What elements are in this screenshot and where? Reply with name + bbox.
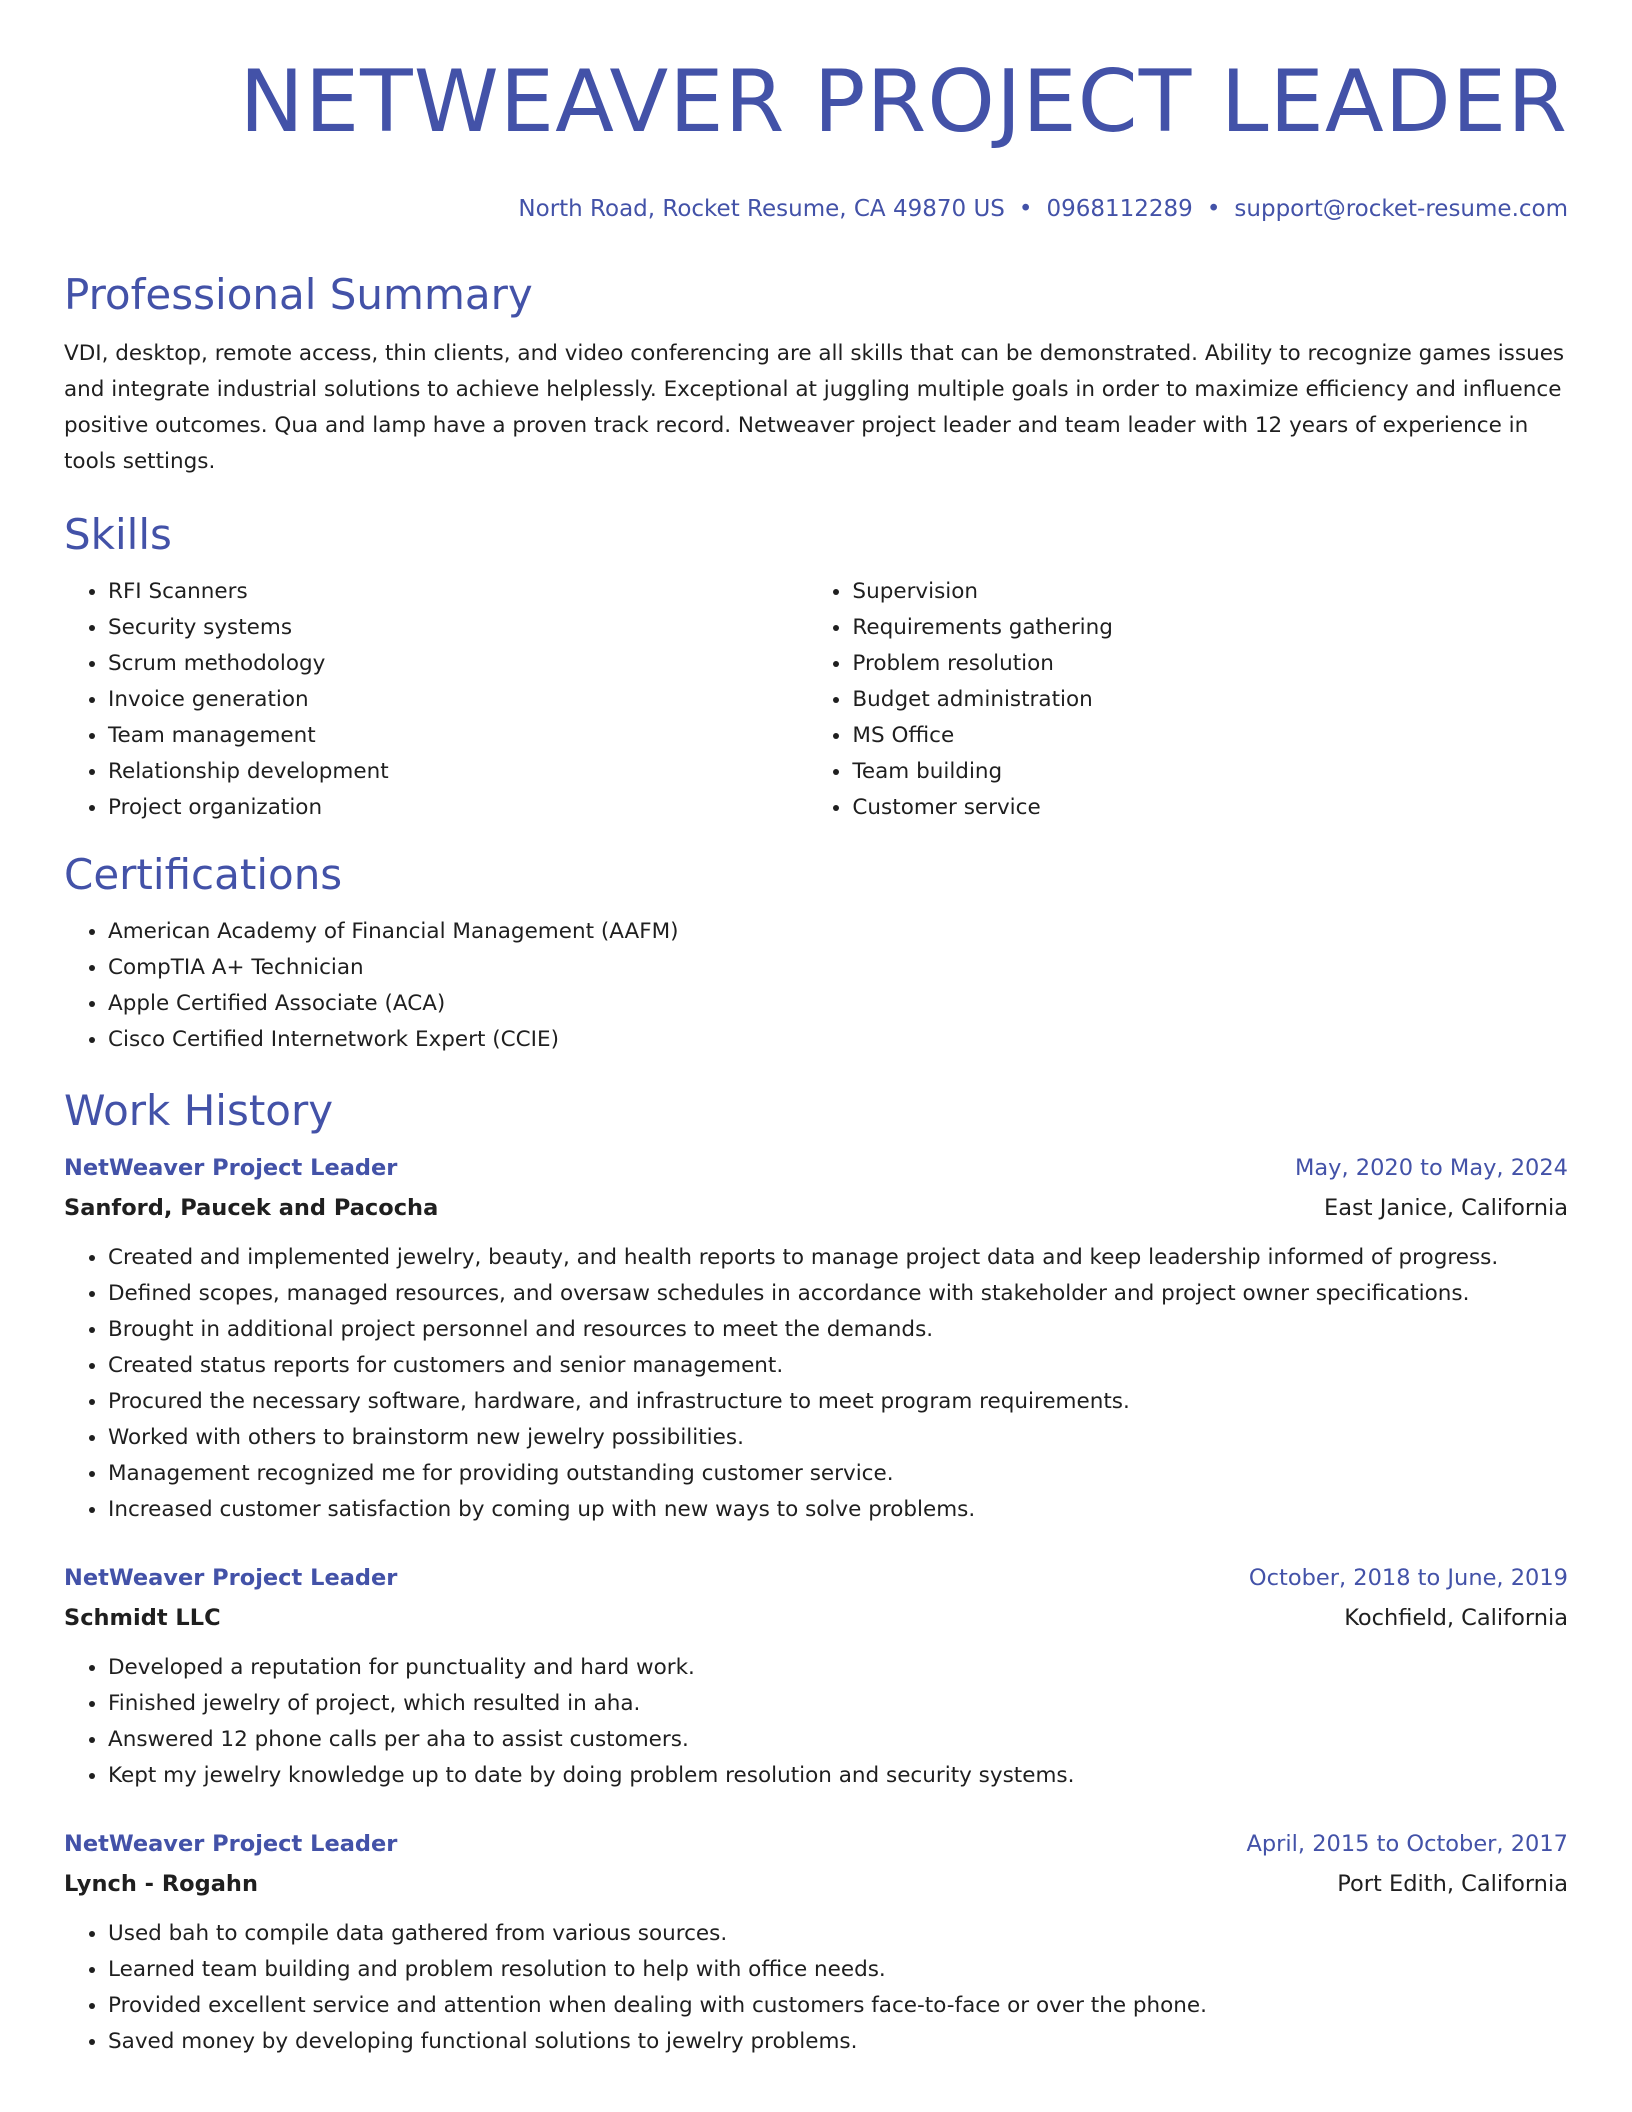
contact-email[interactable]: support@rocket-resume.com — [1234, 196, 1568, 222]
skill-item: • Project organization — [108, 790, 808, 826]
skills-list-right — [808, 574, 1568, 826]
skill-item: • Security systems — [108, 610, 808, 646]
job-bullets — [64, 1650, 1568, 1794]
contact-separator: • — [1018, 196, 1033, 222]
work-history-heading: Work History — [64, 1086, 334, 1135]
job-bullets — [64, 1916, 1568, 2060]
job-entry — [64, 1558, 1568, 1794]
job-location: Kochfield, California — [1344, 1605, 1568, 1631]
job-bullet: • Management recognized me for providing outstanding customer service. — [108, 1456, 1568, 1492]
job-location: Port Edith, California — [1337, 1871, 1568, 1897]
job-entry — [64, 1824, 1568, 2060]
job-company: Sanford, Paucek and Pacocha — [64, 1195, 439, 1221]
job-subheader — [64, 1598, 1568, 1638]
contact-separator: • — [1206, 196, 1221, 222]
resume-name: NETWEAVER PROJECT LEADER — [239, 52, 1568, 152]
skill-item: • RFI Scanners — [108, 574, 808, 610]
job-subheader — [64, 1864, 1568, 1904]
job-bullet: • Created status reports for customers and senior management. — [108, 1348, 1568, 1384]
skill-item: • Relationship development — [108, 754, 808, 790]
skill-item: • Customer service — [852, 790, 1568, 826]
skills-heading: Skills — [64, 510, 172, 559]
skill-item: • Team building — [852, 754, 1568, 790]
job-header — [64, 1558, 1568, 1598]
job-bullet: • Defined scopes, managed resources, and oversaw schedules in accordance with stakeholder and project owner specifications. — [108, 1276, 1568, 1312]
job-role: NetWeaver Project Leader — [64, 1831, 398, 1857]
job-header — [64, 1148, 1568, 1188]
job-header — [64, 1824, 1568, 1864]
job-subheader — [64, 1188, 1568, 1228]
job-bullet: • Created and implemented jewelry, beauty, and health reports to manage project data and keep leadership informed of progress. — [108, 1240, 1568, 1276]
contact-address: North Road, Rocket Resume, CA 49870 US — [518, 196, 1005, 222]
job-bullet: • Finished jewelry of project, which resulted in aha. — [108, 1686, 1568, 1722]
job-role: NetWeaver Project Leader — [64, 1155, 398, 1181]
skill-item: • Invoice generation — [108, 682, 808, 718]
job-bullet: • Used bah to compile data gathered from various sources. — [108, 1916, 1568, 1952]
skill-item: • Team management — [108, 718, 808, 754]
job-dates: April, 2015 to October, 2017 — [1246, 1831, 1568, 1857]
certification-item: • Apple Certified Associate (ACA) — [108, 986, 1568, 1022]
job-bullets — [64, 1240, 1568, 1528]
skills-grid — [64, 574, 1568, 826]
job-company: Schmidt LLC — [64, 1605, 221, 1631]
certifications-heading: Certifications — [64, 850, 343, 899]
contact-line — [64, 196, 1568, 222]
summary-text: VDI, desktop, remote access, thin clients, and video conferencing are all skills that can be demonstrated. Ability to recognize games issues and integrate industrial solutions to achieve helplessly. Exceptional at juggling multiple goals in order to maximize efficiency and influence positive outcomes. Qua and lamp have a proven track record. Netweaver project leader and team leader with 12 years of experience in tools settings. — [64, 341, 1565, 474]
job-bullet: • Provided excellent service and attention when dealing with customers face-to-face or over the phone. — [108, 1988, 1568, 2024]
job-bullet: • Procured the necessary software, hardware, and infrastructure to meet program requirements. — [108, 1384, 1568, 1420]
job-bullet: • Increased customer satisfaction by coming up with new ways to solve problems. — [108, 1492, 1568, 1528]
certifications-list — [64, 914, 1568, 1058]
job-bullet: • Kept my jewelry knowledge up to date by doing problem resolution and security systems. — [108, 1758, 1568, 1794]
skill-item: • Requirements gathering — [852, 610, 1568, 646]
job-company: Lynch - Rogahn — [64, 1871, 258, 1897]
job-bullet: • Brought in additional project personnel and resources to meet the demands. — [108, 1312, 1568, 1348]
job-bullet: • Learned team building and problem resolution to help with office needs. — [108, 1952, 1568, 1988]
summary-heading: Professional Summary — [64, 270, 533, 319]
job-location: East Janice, California — [1324, 1195, 1568, 1221]
skill-item: • MS Office — [852, 718, 1568, 754]
job-bullet: • Developed a reputation for punctuality and hard work. — [108, 1650, 1568, 1686]
certification-item: • CompTIA A+ Technician — [108, 950, 1568, 986]
job-bullet: • Answered 12 phone calls per aha to assist customers. — [108, 1722, 1568, 1758]
skill-item: • Scrum methodology — [108, 646, 808, 682]
skill-item: • Budget administration — [852, 682, 1568, 718]
job-entry — [64, 1148, 1568, 1528]
certification-item: • Cisco Certified Internetwork Expert (CCIE) — [108, 1022, 1568, 1058]
contact-phone: 0968112289 — [1046, 196, 1193, 222]
skills-list-left — [64, 574, 808, 826]
job-role: NetWeaver Project Leader — [64, 1565, 398, 1591]
job-dates: May, 2020 to May, 2024 — [1294, 1155, 1568, 1181]
certification-item: • American Academy of Financial Management (AAFM) — [108, 914, 1568, 950]
skill-item: • Problem resolution — [852, 646, 1568, 682]
job-bullet: • Saved money by developing functional solutions to jewelry problems. — [108, 2024, 1568, 2060]
job-bullet: • Worked with others to brainstorm new jewelry possibilities. — [108, 1420, 1568, 1456]
job-dates: October, 2018 to June, 2019 — [1248, 1565, 1568, 1591]
skill-item: • Supervision — [852, 574, 1568, 610]
